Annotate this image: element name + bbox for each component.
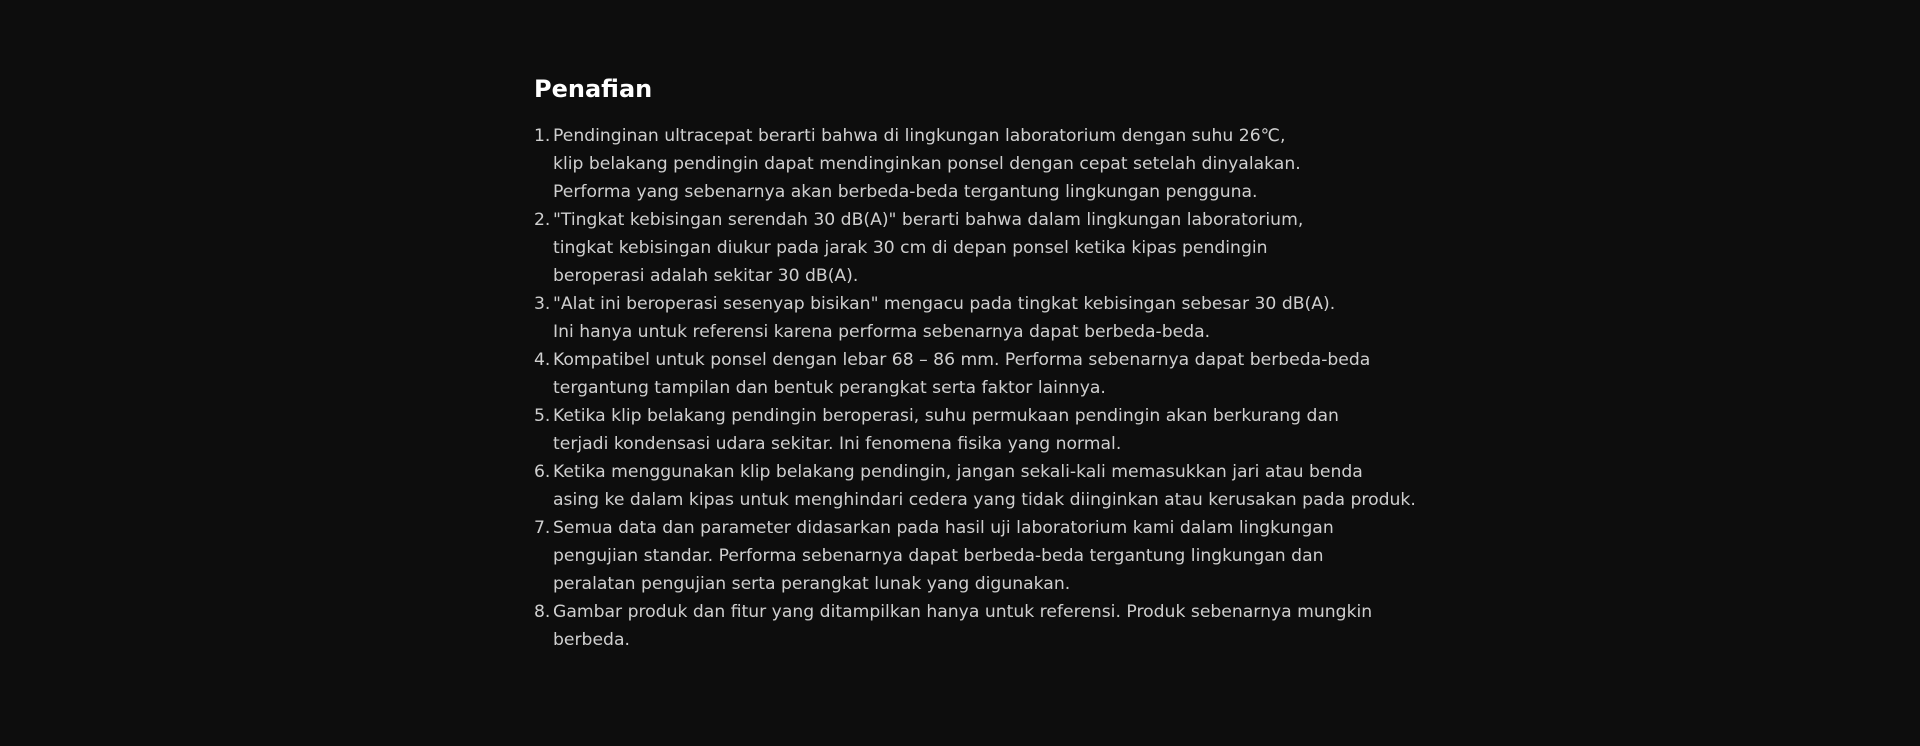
disclaimer-item-line: Ketika menggunakan klip belakang pendingin, jangan sekali-kali memasukkan jari atau benda [553,462,1363,482]
disclaimer-title: Penafian [534,75,653,103]
disclaimer-item-line: terjadi kondensasi udara sekitar. Ini fenomena fisika yang normal. [553,434,1122,454]
disclaimer-item-line: tergantung tampilan dan bentuk perangkat serta faktor lainnya. [553,378,1106,398]
disclaimer-item-line: "Alat ini beroperasi sesenyap bisikan" mengacu pada tingkat kebisingan sebesar 30 dB(A). [553,294,1336,314]
disclaimer-item-text [553,402,1339,458]
disclaimer-item [534,290,1414,346]
disclaimer-section [534,72,1414,654]
disclaimer-item-text [553,290,1335,346]
disclaimer-item [534,458,1414,514]
disclaimer-item-line: asing ke dalam kipas untuk menghindari cedera yang tidak diinginkan atau kerusakan pada produk. [553,490,1416,510]
disclaimer-item-line: Pendinginan ultracepat berarti bahwa di lingkungan laboratorium dengan suhu 26℃, [553,126,1286,146]
disclaimer-item-number: 2. [534,210,551,230]
disclaimer-item-number: 6. [534,462,551,482]
disclaimer-item-number: 1. [534,126,551,146]
disclaimer-item [534,402,1414,458]
disclaimer-item-text [553,598,1372,654]
disclaimer-item [534,206,1414,290]
disclaimer-item-number: 4. [534,350,551,370]
disclaimer-item-number: 8. [534,602,551,622]
disclaimer-item-line: Performa yang sebenarnya akan berbeda-beda tergantung lingkungan pengguna. [553,182,1258,202]
disclaimer-item-line: peralatan pengujian serta perangkat lunak yang digunakan. [553,574,1071,594]
disclaimer-item-text [553,346,1370,402]
disclaimer-item [534,122,1414,206]
disclaimer-item-line: tingkat kebisingan diukur pada jarak 30 cm di depan ponsel ketika kipas pendingin [553,238,1268,258]
disclaimer-item-number: 5. [534,406,551,426]
disclaimer-item-line: "Tingkat kebisingan serendah 30 dB(A)" berarti bahwa dalam lingkungan laboratorium, [553,210,1304,230]
disclaimer-item-text [553,206,1303,290]
disclaimer-item-line: pengujian standar. Performa sebenarnya dapat berbeda-beda tergantung lingkungan dan [553,546,1324,566]
disclaimer-item [534,346,1414,402]
disclaimer-item [534,514,1414,598]
disclaimer-item-line: Gambar produk dan fitur yang ditampilkan hanya untuk referensi. Produk sebenarnya mungkin [553,602,1373,622]
disclaimer-item-line: beroperasi adalah sekitar 30 dB(A). [553,266,859,286]
disclaimer-item-text [553,458,1416,514]
disclaimer-item-number: 7. [534,518,551,538]
disclaimer-item-text [553,514,1334,598]
disclaimer-item-line: Ketika klip belakang pendingin beroperasi, suhu permukaan pendingin akan berkurang dan [553,406,1339,426]
disclaimer-list [534,122,1414,654]
disclaimer-item-line: Kompatibel untuk ponsel dengan lebar 68 – 86 mm. Performa sebenarnya dapat berbeda-beda [553,350,1371,370]
disclaimer-item-line: berbeda. [553,630,630,650]
disclaimer-item-line: Semua data dan parameter didasarkan pada hasil uji laboratorium kami dalam lingkungan [553,518,1334,538]
disclaimer-item-line: Ini hanya untuk referensi karena performa sebenarnya dapat berbeda-beda. [553,322,1211,342]
disclaimer-item-line: klip belakang pendingin dapat mendinginkan ponsel dengan cepat setelah dinyalakan. [553,154,1301,174]
disclaimer-item-text [553,122,1301,206]
disclaimer-item-number: 3. [534,294,551,314]
disclaimer-item [534,598,1414,654]
